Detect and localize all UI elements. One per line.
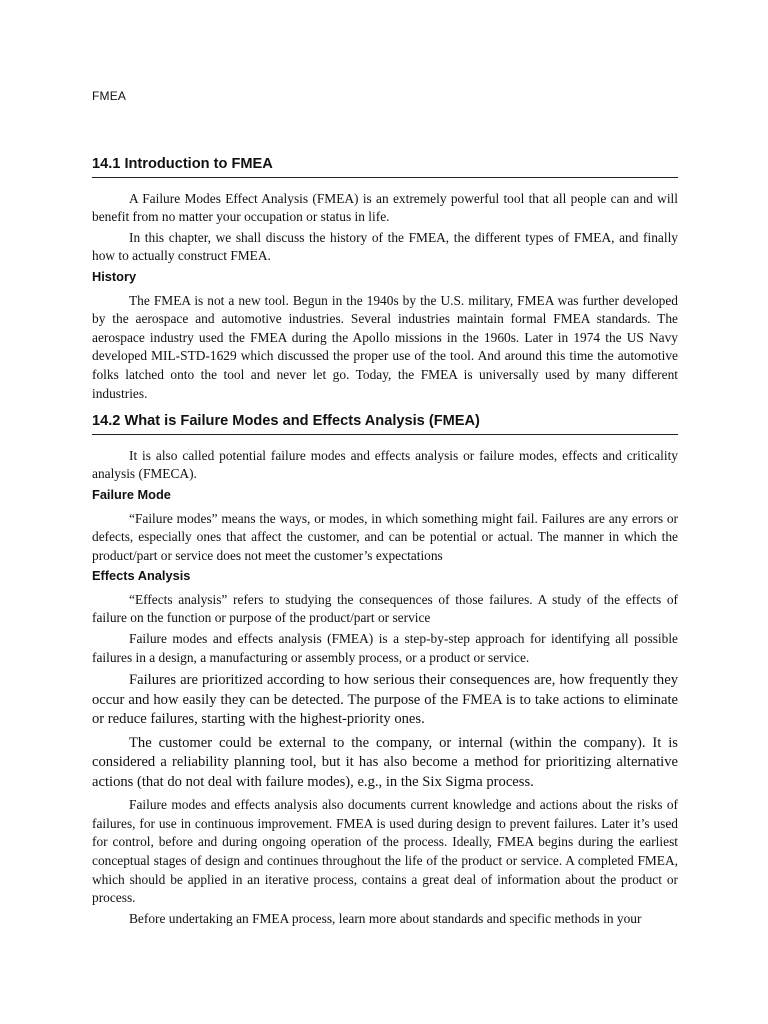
running-header: FMEA <box>92 89 127 103</box>
sub-heading-failure-mode: Failure Mode <box>92 486 171 502</box>
paragraph: It is also called potential failure modes and effects analysis or failure modes, effects and criticality analysis (FMECA). <box>92 447 678 482</box>
paragraph: The FMEA is not a new tool. Begun in the 1940s by the U.S. military, FMEA was further developed by the aerospace and automotive industries. Several industries maintain formal FMEA standards. The aerospace industry used the FMEA during the Apollo missions in the 1960s. Later in 1974 the US Navy developed MIL-STD-1629 which discussed the proper use of the tool. And around this time the automotive folks latched onto the tool and never let go. Today, the FMEA is universally used by many different industries. <box>92 292 678 401</box>
paragraph: Before undertaking an FMEA process, learn more about standards and specific methods in your <box>129 910 642 926</box>
paragraph: The customer could be external to the company, or internal (within the company). It is considered a reliability planning tool, but it has also become a method for prioritizing alternative actions (that do not deal with failure modes), e.g., in the Six Sigma process. <box>92 734 678 790</box>
paragraph: Failure modes and effects analysis also documents current knowledge and actions about the risks of failures, for use in continuous improvement. FMEA is used during design to prevent failures. Later it’s used for control, before and during ongoing operation of the process. Ideally, FMEA begins during the earliest conceptual stages of design and continues throughout the life of the product or service. A completed FMEA, which should be applied in an iterative process, contains a great deal of information about the product or process. <box>92 797 678 906</box>
sub-heading-history: History <box>92 268 137 284</box>
paragraph: “Effects analysis” refers to studying the consequences of those failures. A study of the effects of failure on the function or purpose of the product/part or service <box>92 591 678 626</box>
sub-heading-effects-analysis: Effects Analysis <box>92 568 191 584</box>
paragraph: Failures are prioritized according to how serious their consequences are, how frequently they occur and how easily they can be detected. The purpose of the FMEA is to take actions to eliminate or reduce failures, starting with the highest-priority ones. <box>92 672 678 728</box>
section-heading-what-is-fmea: 14.2 What is Failure Modes and Effects Analysis (FMEA) <box>92 412 678 435</box>
paragraph: In this chapter, we shall discuss the history of the FMEA, the different types of FMEA, and finally how to actually construct FMEA. <box>92 229 678 264</box>
paragraph: “Failure modes” means the ways, or modes, in which something might fail. Failures are any errors or defects, especially ones that affect the customer, and can be potential or actual. The manner in which the product/part or service does not meet the customer’s expectations <box>92 510 678 563</box>
section-heading-introduction: 14.1 Introduction to FMEA <box>92 155 678 178</box>
paragraph: A Failure Modes Effect Analysis (FMEA) is an extremely powerful tool that all people can and will benefit from no matter your occupation or status in life. <box>92 190 678 225</box>
paragraph: Failure modes and effects analysis (FMEA) is a step-by-step approach for identifying all possible failures in a design, a manufacturing or assembly process, or a product or service. <box>92 631 678 665</box>
document-body <box>92 155 678 930</box>
